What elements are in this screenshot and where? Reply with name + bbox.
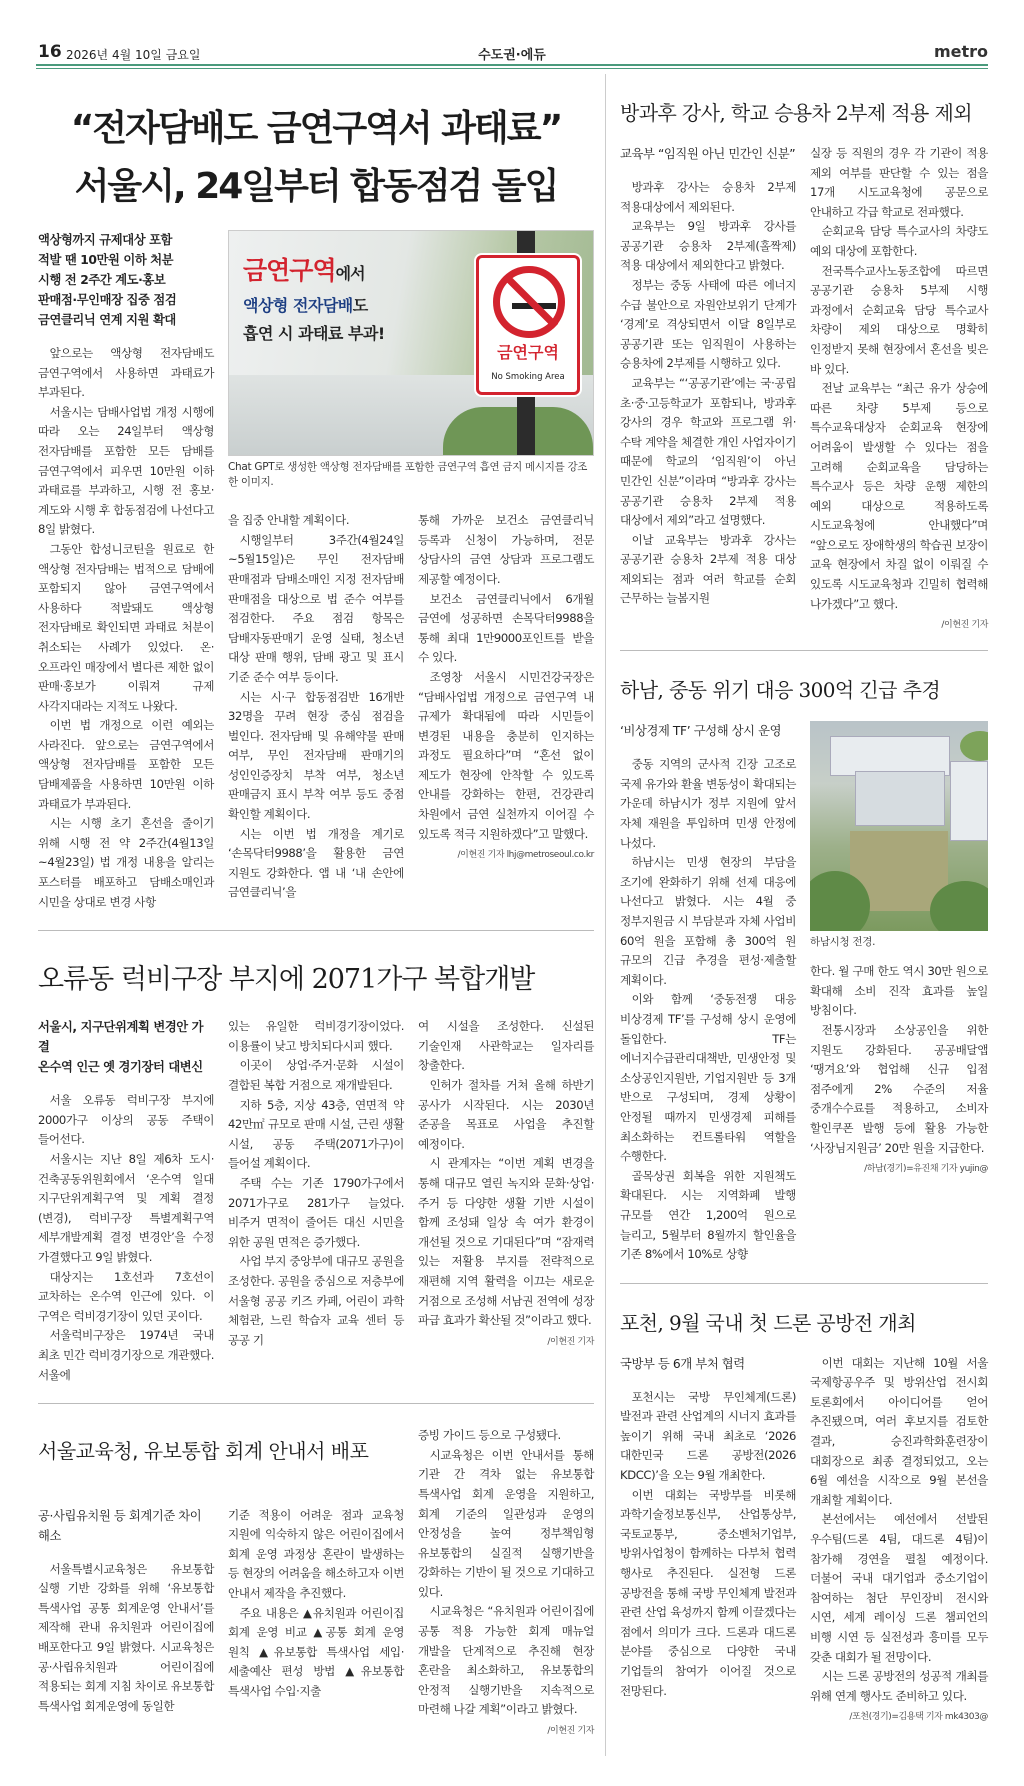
paragraph: 이날 교육부는 방과후 강사는 공공기관 승용차 2부제 적용 대상 제외되는 점과 여러 학교를 순회 근무하는 늘봄지원 (620, 532, 796, 606)
paragraph: 전국특수교사노동조합에 따르면 공공기관 승용차 5부제 시행 과정에서 순회교육 담당 특수교사 차량이 제외 대상으로 명확히 인정받지 못해 현장에서 혼선을 빚은 바 있다. (810, 263, 988, 376)
article-rugby (38, 930, 594, 1403)
poster-text: 흡연 시 과태료 부과! (243, 324, 385, 343)
masthead (0, 0, 1024, 74)
paragraph: 서울시는 지난 8일 제6차 도시·건축공동위원회에서 ‘온수역 일대 지구단위계획구역 및 계획 결정(변경), 럭비구장 특별계획구역 세부개발계획 결정 변경안’을 수정 가결했다고 9일 밝혔다. (38, 1152, 214, 1264)
paragraph: 조영창 서울시 시민건강국장은 “담배사업법 개정으로 금연구역 내 규제가 확대됨에 따라 시민들이 변경된 내용을 충분히 인지하는 과정도 필요하다”며 “혼선 없이 제도가 현장에 안착할 수 있도록 안내를 강화하는 한편, 건강관리 차원에서 금연 실천까지 이어질 수 있도록 적극 지원하겠다”고 말했다. (418, 669, 594, 841)
subhead: 금연클리닉 연계 지원 확대 (38, 313, 176, 327)
paragraph: 순회교육 담당 특수교사의 차량도 예외 대상에 포함한다. (810, 224, 988, 258)
sign-text: No Smoking Area (491, 372, 565, 382)
article-column (228, 1506, 404, 1702)
paragraph: 그동안 합성니코틴을 원료로 한 액상형 전자담배는 법적으로 담배에 포함되지 않아 금연구역에서 사용하다 적발돼도 액상형 전자담배로 확인되면 과태료 처분이 취소되는 사례가 있었다. 온·오프라인 매장에서 별다른 제한 없이 판매·홍보가 이뤄져 규제 사각지대라는 지적도 나왔다. (38, 541, 214, 713)
article-column (810, 1354, 988, 1725)
byline: /이현진 기자 (547, 1726, 594, 1737)
paragraph: 있는 유일한 럭비경기장이었다. 이용률이 낮고 방치되다시피 했다. (228, 1019, 404, 1053)
article-education-office (38, 1403, 594, 1756)
paragraph: 이곳이 상업·주거·문화 시설이 결합된 복합 거점으로 재개발된다. (228, 1058, 404, 1092)
paragraph: 보건소 금연클리닉에서 6개월 금연에 성공하면 손목닥터9988을 통해 최대 1만9000포인트를 받을 수 있다. (418, 591, 594, 665)
header-rule (36, 68, 988, 69)
headline-line: “전자담배도 금연구역서 과태료” (70, 108, 562, 149)
no-smoking-poster-image (228, 230, 594, 456)
poster-text: 에서 (335, 264, 365, 283)
right-column (605, 74, 988, 1756)
headline: 서울교육청, 유보통합 회계 안내서 배포 (38, 1439, 369, 1464)
paragraph: 이번 대회는 지난해 10월 서울 국제항공우주 및 방위산업 전시회 토론회에서 아이디어를 얻어 추진됐으며, 여러 후보지를 검토한 결과, 승진과학화훈련장이 대회장으로 최종 결정되었고, 오는 6월 예선을 시작으로 9월 본선을 개최할 계획이다. (810, 1355, 988, 1507)
subhead: 공·사립유치원 등 회계기준 차이 해소 (38, 1508, 202, 1543)
subhead: 적발 땐 10만원 이하 처분 (38, 253, 174, 267)
paragraph: 방과후 강사는 승용차 2부제 적용대상에서 제외된다. (620, 180, 796, 214)
paragraph: 통해 가까운 보건소 금연클리닉 등록과 신청이 가능하며, 전문 상담사의 금연 상담과 프로그램도 제공할 예정이다. (418, 513, 594, 586)
paragraph: 지하 5층, 지상 43층, 연면적 약 42만㎡ 규모로 판매 시설, 근린 생활 시설, 공동 주택(2071가구)이 들어설 계획이다. (228, 1097, 404, 1171)
headline-line: 서울시, 24일부터 합동점검 돌입 (74, 166, 558, 207)
subhead: 액상형까지 규제대상 포함 (38, 233, 173, 247)
paragraph: 인허가 절차를 거쳐 올해 하반기 공사가 시작된다. 시는 2030년 준공을 목표로 사업을 추진할 예정이다. (418, 1078, 594, 1151)
paragraph: 전날 교육부는 “최근 유가 상승에 따른 차량 5부제 등으로 특수교육대상자 순회교육 현장에 어려움이 발생할 수 있다는 점을 고려해 순회교육을 담당하는 특수교사 등은 차량 운행 제한의 예외 대상으로 적용하도록 시도교육청에 안내했다”며 “앞으로도 장애학생의 학습권 보장이 교육 현장에서 차질 없이 이뤄질 수 있도록 시도교육청과 긴밀히 협력해 나가겠다”고 했다. (810, 381, 988, 611)
hanam-city-hall-photo (810, 721, 988, 931)
article-column (418, 511, 594, 862)
subhead: ‘비상경제 TF’ 구성해 상시 운영 (620, 724, 782, 739)
paragraph: 시는 시·구 합동점검반 16개반 32명을 꾸려 현장 중심 점검을 벌인다. 전자담배 및 유해약물 판매 여부, 무인 전자담배 판매기의 성인인증장치 부착 여부, 청소년 판매금지 표시 부착 여부 등도 중점 확인할 계획이다. (228, 689, 404, 822)
paragraph: 주택 수는 기존 1790가구에서 2071가구로 281가구 늘었다. 비주거 면적이 줄어든 대신 시민을 위한 공원 면적은 증가했다. (228, 1175, 404, 1249)
page-body (0, 74, 1024, 1786)
article-column (620, 755, 796, 1264)
paragraph: 서울 오류동 럭비구장 부지에 2000가구 이상의 공동 주택이 들어선다. (38, 1093, 214, 1147)
subhead: 시행 전 2주간 계도·홍보 (38, 273, 166, 287)
page-number: 16 (38, 42, 62, 62)
paragraph: 을 집중 안내할 계획이다. (228, 513, 350, 528)
article-column (228, 1017, 404, 1350)
article-smoking (38, 74, 594, 930)
paragraph: 중동 지역의 군사적 긴장 고조로 국제 유가와 환율 변동성이 확대되는 가운데 하남시가 정부 지원에 앞서 자체 재원을 투입하며 민생 안정에 나섰다. (620, 757, 796, 850)
subhead: 판매점·무인매장 집중 점검 (38, 293, 177, 307)
article-column (38, 1560, 214, 1717)
byline: /포천(경기)=김용택 기자 mk4303@ (849, 1712, 988, 1723)
metro-logo: metro (933, 42, 988, 61)
article-column (418, 1017, 594, 1349)
headline (38, 100, 594, 216)
article-column (418, 1426, 594, 1738)
article-column (38, 1091, 214, 1385)
paragraph: 골목상권 회복을 위한 지원책도 확대된다. 시는 지역화폐 발행 규모를 연간 1,200억 원으로 늘리고, 5월부터 8월까지 할인율을 기존 8%에서 10%로 상향 (620, 1168, 796, 1262)
paragraph: 시는 드론 공방전의 성공적 개최를 위해 연계 행사도 준비하고 있다. (810, 1669, 988, 1703)
paragraph: 전통시장과 소상공인을 위한 지원도 강화된다. 공공배달앱 ‘땡겨요’와 협업해 신규 입점 점주에게 2% 수준의 저율 중개수수료를 적용하고, 소비자 할인쿠폰 발행 등에 활용 가능한 ‘사장님지원금’ 20만 원을 지급한다. (810, 1023, 988, 1155)
paragraph: 포천시는 국방 무인체계(드론) 발전과 관련 산업계의 시너지 효과를 높이기 위해 국내 최초로 ‘2026 대한민국 드론 공방전(2026 KDCC)’을 오는 9월 개최한다. (620, 1389, 796, 1483)
left-column (38, 74, 594, 1756)
header-rule (36, 64, 988, 66)
paragraph: 시는 이번 법 개정을 계기로 ‘손목닥터9988’을 활용한 금연 지원도 강화한다. 앱 내 ‘내 손안에 금연클리닉’을 (228, 826, 404, 900)
sign-text: 금연구역 (497, 343, 559, 362)
paragraph: 사업 부지 중앙부에 대규모 공원을 조성한다. 공원을 중심으로 저층부에 서울형 공공 키즈 카페, 어린이 과학 체험관, 느린 학습자 교육 센터 등 공공 기 (228, 1254, 404, 1347)
paragraph: 기준 적용이 어려운 점과 교육청 지원에 익숙하지 않은 어린이집에서 회계 운영 과정상 혼란이 발생하는 등 현장의 어려움을 해소하고자 이번 안내서 제작을 추진했다. (228, 1507, 404, 1601)
subhead: 서울시, 지구단위계획 변경안 가결 (38, 1020, 204, 1055)
paragraph: 이번 대회는 국방부를 비롯해 과학기술정보통신부, 산업통상부, 국토교통부, 중소벤처기업부, 방위사업청이 함께하는 다부처 협력 행사로 추진된다. 실전형 드론 공방전을 통해 국방 무인체계 발전과 관련 산업 육성까지 함께 이끌겠다는 점에서 의미가 크다. 드론과 대드론 분야를 중심으로 다양한 국내 기업들의 참여가 이어질 것으로 전망된다. (620, 1487, 796, 1698)
issue-date: 2026년 4월 10일 금요일 (66, 48, 201, 62)
paragraph: 대상지는 1호선과 7호선이 교차하는 온수역 인근에 있다. 이 구역은 럭비경기장이 있던 곳이다. (38, 1269, 214, 1323)
paragraph: 여 시설을 조성한다. 신설된 기술인재 사관학교는 일자리를 창출한다. (418, 1019, 594, 1073)
paragraph: 실장 등 직원의 경우 각 기관이 적용 제외 여부를 판단할 수 있는 점을 17개 시도교육청에 공문으로 안내하고 각급 학교로 전파했다. (810, 146, 988, 219)
paragraph: 주요 내용은 ▲유치원과 어린이집 회계 운영 비교 ▲공통 회계 운영 원칙 ▲유보통합 특색사업 세입·세출예산 편성 방법 ▲유보통합 특색사업 수입·지출 (228, 1605, 404, 1699)
subhead: 온수역 인근 옛 경기장터 대변신 (38, 1060, 203, 1075)
byline: /이현진 기자 (941, 620, 988, 631)
headline: 방과후 강사, 학교 승용차 2부제 적용 제외 (620, 101, 972, 125)
no-smoking-sign (476, 255, 580, 395)
poster-text: 액상형 전자담배 (243, 296, 353, 315)
paragraph: 서울럭비구장은 1974년 국내 최초 민간 럭비경기장으로 개관했다. 서울에 (38, 1328, 214, 1382)
byline: /이현진 기자 (547, 1336, 594, 1347)
poster-text: 도 (352, 296, 368, 315)
article-pocheon (620, 1283, 988, 1743)
image-caption: Chat GPT로 생성한 액상형 전자담배를 포함한 금연구역 흡연 금지 메시지를 강조한 이미지. (228, 461, 588, 488)
paragraph: 앞으로는 액상형 전자담배도 금연구역에서 사용하면 과태료가 부과된다. (38, 346, 214, 400)
no-smoking-icon (493, 266, 565, 338)
article-after-school (620, 74, 988, 650)
article-column (228, 511, 404, 903)
paragraph: 서울특별시교육청은 유보통합 실행 기반 강화를 위해 ‘유보통합 특색사업 공통 회계운영 안내서’를 제작해 관내 유치원과 어린이집에 배포한다고 9일 밝혔다. 시교육청은 공·사립유치원과 어린이집에 적용되는 회계 지침 차이로 유보통합 특색사업 회계운영에 동일한 (38, 1561, 214, 1713)
article-hanam (620, 650, 988, 1282)
paragraph: 정부는 중동 사태에 따른 에너지 수급 불안으로 자원안보위기 단계가 ‘경계’로 격상되면서 이달 8일부로 공공기관 또는 임직원이 사용하는 승용차에 2부제를 시행하고 있다. (620, 277, 796, 371)
article-column (38, 344, 214, 912)
section-title: 수도권·에듀 (478, 48, 546, 63)
paragraph: 서울시는 담배사업법 개정 시행에 따라 오는 24일부터 액상형 전자담배를 포함한 모든 담배를 금연구역에서 피우면 10만원 이하 과태료를 부과하고, 시행 전 홍보·계도와 시행 후 합동점검에 나선다고 8일 밝혔다. (38, 404, 214, 537)
subhead: 국방부 등 6개 부처 협력 (620, 1356, 745, 1371)
paragraph: 시행일부터 3주간(4월24일~5월15일)은 무인 전자담배 판매점과 담배소매인 지정 전자담배 판매점을 대상으로 법 준수 여부를 점검한다. 주요 점검 항목은 담배자동판매기 운영 실태, 청소년 대상 판매 행위, 담배 광고 및 표시 기준 준수 여부 등이다. (228, 532, 404, 684)
paragraph: 이번 법 개정으로 이런 예외는 사라진다. 앞으로는 금연구역에서 액상형 전자담배를 포함한 모든 담배제품을 사용하면 10만원 이하 과태료가 부과된다. (38, 718, 214, 811)
paragraph: 시 관계자는 “이번 계획 변경을 통해 대규모 열린 녹지와 문화·상업·주거 등 다양한 생활 기반 시설이 함께 조성돼 일상 속 여가 환경이 개선될 것으로 기대된다”며 “잠재력 있는 저활용 부지를 전략적으로 재편해 지역 활력을 이끄는 새로운 거점으로 조성해 서남권 전역에 성장 파급 효과가 확산될 것”이라고 했다. (418, 1156, 594, 1328)
subhead: 교육부 “임직원 아닌 민간인 신분” (620, 147, 796, 161)
headline: 하남, 중동 위기 대응 300억 긴급 추경 (620, 678, 941, 703)
paragraph: 이와 함께 ‘중동전쟁 대응 비상경제 TF’를 구성해 상시 운영에 돌입한다. TF는 에너지수급관리대책반, 민생안정 및 소상공인지원반, 기업지원반 등 3개 반으로 구성되며, 경제 상황이 안정될 때까지 민생경제 피해를 최소화하는 컨트롤타워 역할을 수행한다. (620, 992, 796, 1164)
byline: /하남(경기)=유진채 기자 yujin@ (864, 1164, 988, 1175)
subheads (38, 230, 214, 330)
article-column (620, 178, 796, 609)
headline: 오류동 럭비구장 부지에 2071가구 복합개발 (38, 964, 535, 996)
paragraph: 하남시는 민생 현장의 부담을 조기에 완화하기 위해 선제 대응에 나선다고 밝혔다. 시는 4월 중 정부지원금 시 부담분과 자체 사업비 60억 원을 포함해 총 300억 원 규모의 긴급 추경을 편성·제출할 계획이다. (620, 855, 796, 987)
paragraph: 시는 시행 초기 혼선을 줄이기 위해 시행 전 약 2주간(4월13일~4월23일) 법 개정 내용을 알리는 포스터를 배포하고 담배소매인과 시민을 상대로 변경 사항 (38, 816, 214, 909)
headline: 포천, 9월 국내 첫 드론 공방전 개최 (620, 1310, 916, 1335)
article-column (620, 1388, 796, 1702)
paragraph: 증빙 가이드 등으로 구성됐다. (418, 1428, 561, 1443)
paragraph: 교육부는 9일 방과후 강사를 공공기관 승용차 2부제(홀짝제) 적용 대상에서 제외한다고 밝혔다. (620, 219, 796, 273)
paragraph: 교육부는 “‘공공기관’에는 국·공립 초·중·고등학교가 포함되나, 방과후 강사의 경우 학교와 프로그램 위·수탁 계약을 체결한 개인 사업자이기 때문에 학교의 ‘임직원’이 아닌 민간인 신분”이라며 “방과후 강사는 공공기관 승용차 2부제 적용 대상에서 제외”라고 설명했다. (620, 375, 796, 528)
poster-text: 금연구역 (243, 256, 336, 285)
paragraph: 본선에서는 예선에서 선발된 우수팀(드론 4팀, 대드론 4팀)이 참가해 경연을 펼칠 예정이다. 더불어 국내 대기업과 중소기업이 참여하는 첨단 무인장비 전시와 시연, 세계 레이싱 드론 챔피언의 비행 시연 등 실전성과 흥미를 모두 갖춘 대회가 될 전망이다. (810, 1512, 988, 1664)
paragraph: 시교육청은 이번 안내서를 통해 기관 간 격차 없는 유보통합 특색사업 회계 운영을 지원하고, 회계 기준의 일관성과 운영의 안정성을 높여 정부책임형 유보통합의 실질적 실행기반을 강화하는 기반이 될 것으로 기대하고 있다. (418, 1447, 594, 1599)
byline: /이현진 기자 lhj@metroseoul.co.kr (457, 850, 594, 861)
article-column (810, 144, 988, 632)
paragraph: 한다. 월 구매 한도 역시 30만 원으로 확대해 소비 진작 효과를 높일 방침이다. (810, 964, 988, 1018)
paragraph: 시교육청은 “유치원과 어린이집에 공통 적용 가능한 회계 매뉴얼 개발을 단계적으로 추진해 현장 혼란을 최소화하고, 유보통합의 안정적 실행기반을 지속적으로 마련해 나갈 계획”이라고 밝혔다. (418, 1604, 594, 1717)
article-column (810, 962, 988, 1176)
photo-caption: 하남시청 전경. (810, 936, 876, 949)
